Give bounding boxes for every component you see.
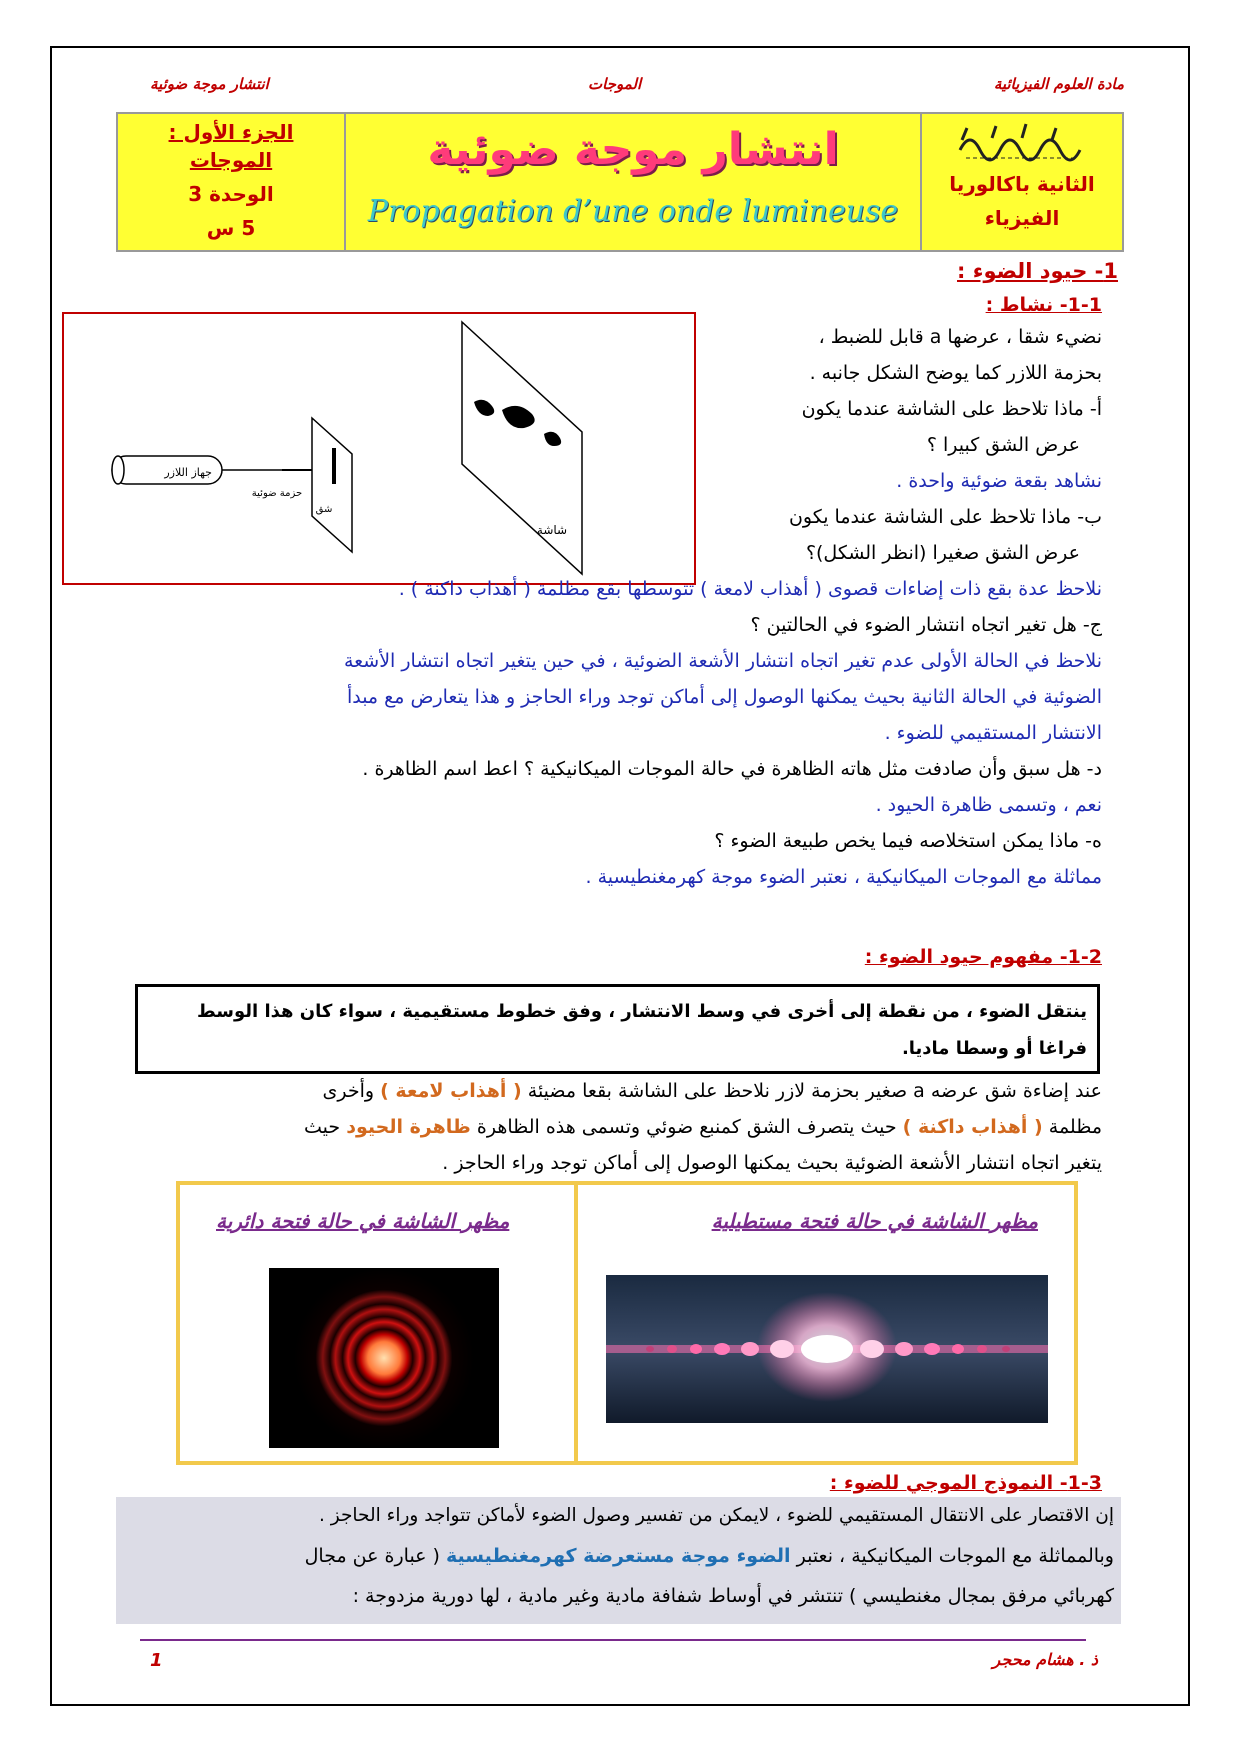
bright-fringes-term: ( أهذاب لامعة ) (380, 1080, 522, 1102)
wave-model-line2-a: وبالمماثلة مع الموجات الميكانيكية ، نعتبر (796, 1545, 1114, 1567)
header-title-cell (346, 114, 922, 250)
question-a-line1: أ- ماذا تلاحظ على الشاشة عندما يكون (801, 398, 1102, 420)
section13-heading: 1-3- النموذج الموجي للضوء : (829, 1472, 1102, 1494)
slit-label: شق (315, 504, 333, 515)
header-field: الفيزياء (984, 206, 1060, 230)
answer-e: مماثلة مع الموجات الميكانيكية ، نعتبر الضوء موجة كهرمغنطيسية . (585, 866, 1102, 888)
concept-line1 (322, 1080, 1102, 1102)
concept-line1-c: وأخرى (322, 1080, 375, 1102)
screen-label: شاشة (536, 523, 568, 537)
header-part-name: الموجات (189, 148, 273, 172)
wave-model-line2 (305, 1545, 1114, 1567)
header-level-cell (922, 114, 1122, 250)
answer-b: نلاحظ عدة بقع ذات إضاءات قصوى ( أهذاب لامعة ) تتوسطها بقع مظلمة ( أهذاب داكنة ) . (398, 578, 1102, 600)
caption-circular: مظهر الشاشة في حالة فتحة دائرية (216, 1209, 510, 1233)
diffraction-term: ظاهرة الحيود (346, 1116, 471, 1138)
section12-heading: 1-2- مفهوم حيود الضوء : (864, 946, 1102, 968)
question-e: ه- ماذا يمكن استخلاصه فيما يخص طبيعة الضوء ؟ (714, 830, 1102, 852)
question-b-line1: ب- ماذا تلاحظ على الشاشة عندما يكون (788, 506, 1102, 528)
laser-label: جهاز اللازر (164, 466, 212, 479)
concept-line1-a: عند إضاءة شق عرضه a صغير بحزمة لازر نلاحظ على الشاشة بقعا مضيئة (527, 1080, 1102, 1102)
basmala-calligraphy (952, 120, 1092, 166)
beam-label: حزمة ضوئية (251, 488, 303, 499)
header-part-cell (118, 114, 346, 250)
question-d: د- هل سبق وأن صادفت مثل هاته الظاهرة في حالة الموجات الميكانيكية ؟ اعط اسم الظاهرة . (362, 758, 1102, 780)
header-part: الجزء الأول : (168, 120, 294, 144)
question-c: ج- هل تغير اتجاه انتشار الضوء في الحالتين ؟ (750, 614, 1102, 636)
running-head-chapter: الموجات (588, 75, 642, 93)
activity-heading: 1-1- نشاط : (985, 294, 1102, 316)
page-number: 1 (150, 1650, 163, 1671)
concept-line2-a: مظلمة (1048, 1116, 1102, 1138)
running-head-lesson: انتشار موجة ضوئية (150, 75, 269, 93)
laser-slit-figure (62, 312, 696, 585)
wave-model-line1: إن الاقتصار على الانتقال المستقيمي للضوء ، لايمكن من تفسير وصول الضوء لأماكن تتواجد وراء الحاجز . (319, 1505, 1114, 1526)
answer-c-line2: الضوئية في الحالة الثانية بحيث يمكنها الوصول إلى أماكن توجد وراء الحاجز و هذا يتعارض مع مبدأ (346, 686, 1102, 708)
intro-line1: نضيء شقا ، عرضها a قابل للضبط ، (818, 326, 1102, 348)
answer-c-line1: نلاحظ في الحالة الأولى عدم تغير اتجاه انتشار الأشعة الضوئية ، في حين يتغير اتجاه انتشار الأشعة (343, 650, 1102, 672)
definition-box (135, 984, 1100, 1074)
concept-line2-c: حيث يتصرف الشق كمنبع ضوئي وتسمى هذه الظاهرة (476, 1116, 897, 1138)
concept-line2-e: حيث (304, 1116, 341, 1138)
title-french: Propagation d’une onde lumineuse (367, 194, 899, 229)
answer-d: نعم ، وتسمى ظاهرة الحيود . (875, 794, 1102, 816)
question-b-line2: عرض الشق صغيرا (انظر الشكل)؟ (805, 542, 1080, 564)
dark-fringes-term: ( أهذاب داكنة ) (902, 1116, 1043, 1138)
running-head-subject: مادة العلوم الفيزيائية (993, 75, 1124, 93)
wave-model-line3: كهربائي مرفق بمجال مغنطيسي ) تنتشر في أوساط شفافة مادية وغير مادية ، لها دورية مزدوجة : (352, 1585, 1114, 1607)
rectangular-diffraction-image (606, 1275, 1048, 1423)
section1-heading: 1- حيود الضوء : (957, 259, 1118, 283)
circular-diffraction-image (269, 1268, 499, 1448)
wave-model-line2-c: ( عبارة عن مجال (304, 1545, 440, 1567)
title-arabic: انتشار موجة ضوئية (427, 124, 839, 175)
header-table (116, 112, 1124, 252)
concept-line3: يتغير اتجاه انتشار الأشعة الضوئية بحيث يمكنها الوصول إلى أماكن توجد وراء الحاجز . (442, 1152, 1102, 1174)
gallery-divider (574, 1185, 578, 1461)
concept-line2 (304, 1116, 1102, 1138)
header-unit: الوحدة 3 (188, 182, 274, 206)
header-level: الثانية باكالوريا (949, 172, 1095, 196)
question-a-line2: عرض الشق كبيرا ؟ (926, 434, 1080, 456)
electromagnetic-wave-term: الضوء موجة مستعرضة كهرمغنطيسية (446, 1545, 791, 1567)
answer-c-line3: الانتشار المستقيمي للضوء . (884, 722, 1102, 744)
footer-author: ذ . هشام محجر (992, 1650, 1098, 1669)
answer-a: نشاهد بقعة ضوئية واحدة . (896, 470, 1102, 492)
definition-text: ينتقل الضوء ، من نقطة إلى أخرى في وسط الانتشار ، وفق خطوط مستقيمية ، سواء كان هذا الوسط فراغا أو وسطا ماديا. (196, 1001, 1087, 1059)
diffraction-gallery (176, 1181, 1078, 1465)
intro-line2: بحزمة اللازر كما يوضح الشكل جانبه . (809, 362, 1102, 384)
header-hours: 5 س (206, 216, 256, 240)
footer-rule (140, 1639, 1086, 1641)
caption-rectangular: مظهر الشاشة في حالة فتحة مستطيلية (711, 1209, 1038, 1233)
